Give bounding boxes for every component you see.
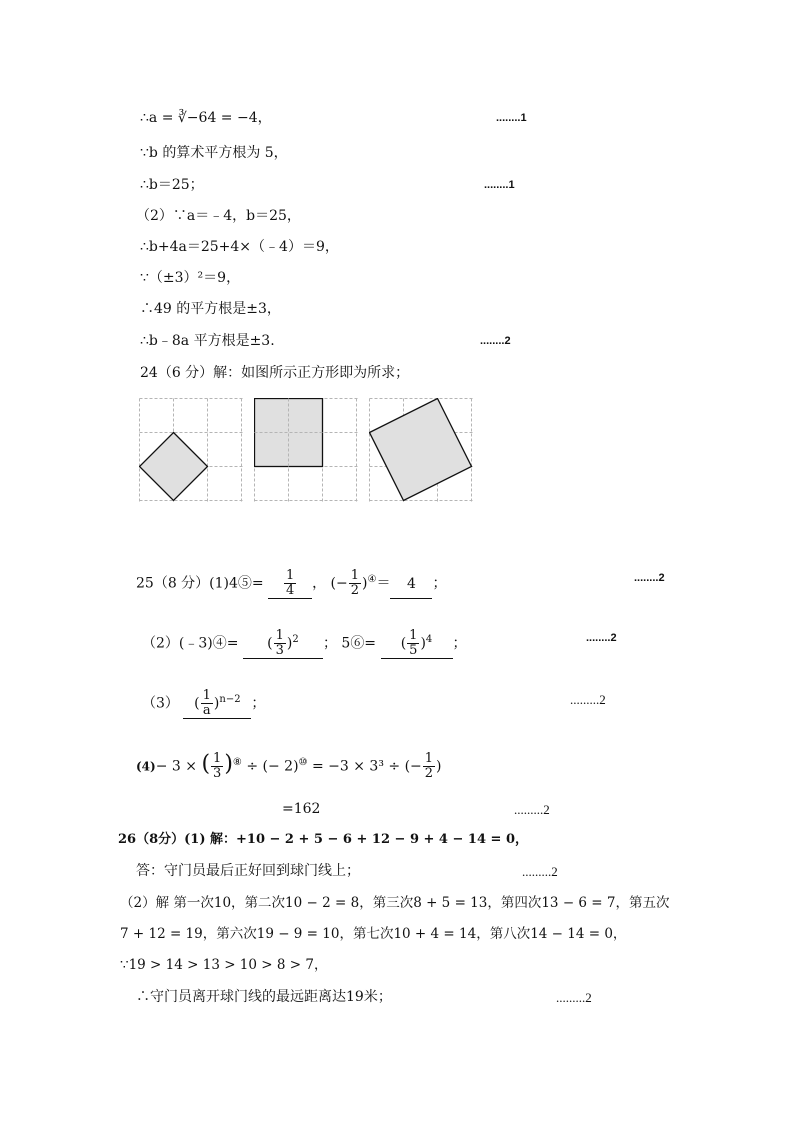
points-marker: ........1 xyxy=(496,112,527,124)
square-shape xyxy=(370,399,472,501)
question-24-heading: 24（6 分）解：如图所示正方形即为所求； xyxy=(140,365,410,381)
circled-6-symbol: ⑥= xyxy=(350,635,377,652)
q25-2-prefix: （2）(﹣3) xyxy=(142,635,213,652)
fraction-denominator: 3 xyxy=(213,766,222,782)
fraction-denominator: 5 xyxy=(409,643,418,659)
question-25-part2: （2）(﹣3)④= ( $\frac{1}{3}$ )$^2$ ； 5⑥= ( $\frac{1}{5}$ )$^4$ ； xyxy=(142,626,467,659)
circled-5-symbol: ⑤= xyxy=(237,575,264,592)
fraction-numerator: 1 xyxy=(424,751,434,767)
fraction-numerator: 1 xyxy=(275,628,284,644)
line-square: ∵（±3）²＝9， xyxy=(140,270,241,286)
q25-3-prefix: （3） xyxy=(142,695,179,712)
fraction-numerator: 1 xyxy=(202,688,211,704)
fraction-denominator: 2 xyxy=(424,766,434,782)
fraction-denominator: 4 xyxy=(285,583,295,599)
question-25-part1: 25（8 分）(1)4⑤= $\frac{1}{4}$ ， (− $\frac{1}{2}$ )④＝ 4 ； xyxy=(136,568,447,599)
q26-part2-line1: （2）解 第一次10，第二次10 − 2 = 8，第三次8 + 5 = 13，第四次13 − 6 = 7，第五次 xyxy=(120,895,670,911)
answer-blank-3: ( $\frac{1}{3}$ )$^2$ xyxy=(243,626,323,659)
points-marker: ........1 xyxy=(484,179,515,191)
fraction-denominator: 2 xyxy=(350,583,360,599)
question-26-part1: 26（8分）(1) 解：+10 − 2 + 5 − 6 + 12 − 9 + 4 − 14 = 0， xyxy=(118,832,529,847)
expr-eq: = −3 × 3³ ÷ (− xyxy=(311,758,422,775)
points-marker: .........2 xyxy=(556,990,592,1005)
points-marker: ........2 xyxy=(586,632,617,644)
q25-prefix: 25（8 分）(1)4 xyxy=(136,575,238,592)
line-sqrt-49: ∴49 的平方根是±3， xyxy=(140,301,281,317)
points-marker: .........2 xyxy=(570,692,606,707)
question-25-part4: (4)− 3 × ( $\frac{1}{3}$ )⑧ ÷ (− 2)⑩ = −3 × 3³ ÷ (− $\frac{1}{2}$ ) xyxy=(136,751,442,782)
points-marker: .........2 xyxy=(514,802,550,817)
answer-blank-1 xyxy=(268,569,312,599)
answer-blank-4: ( $\frac{1}{5}$ )$^4$ xyxy=(381,626,453,659)
fraction-numerator: 1 xyxy=(285,568,295,584)
fraction-numerator: 1 xyxy=(213,751,222,767)
exponent: 4 xyxy=(425,634,433,645)
question-25-part3: （3） ( $\frac{1}{a}$ )$^{n-2}$ ； xyxy=(142,686,265,719)
fraction-numerator: 1 xyxy=(409,628,418,644)
line-a-value: ∴a = ∛−64 = −4， xyxy=(140,110,272,126)
q26-part2-line2: 7 + 12 = 19，第六次19 − 9 = 10，第七次10 + 4 = 14，第八次14 − 14 = 0， xyxy=(120,926,627,942)
line-part2-given: （2）∵a＝﹣4，b＝25， xyxy=(136,208,301,224)
q25-4-result: =162 xyxy=(282,801,321,817)
grid-figure-1 xyxy=(139,398,243,502)
line-b-value: ∴b＝25； xyxy=(140,177,204,193)
circled-4-symbol: ④= xyxy=(212,635,239,652)
exponent: n−2 xyxy=(219,694,241,705)
answer-blank-5: ( $\frac{1}{a}$ )$^{n-2}$ xyxy=(183,686,251,719)
expr-left: − 3 × xyxy=(155,758,197,775)
fraction-numerator: 1 xyxy=(350,568,360,584)
line-b-root: ∵b 的算术平方根为 5， xyxy=(140,145,288,161)
square-shape xyxy=(140,433,208,501)
line-conclusion: ∴b﹣8a 平方根是±3. xyxy=(140,333,275,349)
points-marker: ........2 xyxy=(634,572,665,584)
q26-part2-conclusion: ∴守门员离开球门线的最远距离达19米； xyxy=(136,989,392,1005)
line-compute: ∴b+4a＝25+4×（﹣4）＝9， xyxy=(140,239,339,255)
exponent: 2 xyxy=(292,634,299,645)
points-marker: .........2 xyxy=(522,864,558,879)
q26-part2-line3: ∵19 > 14 > 13 > 10 > 8 > 7， xyxy=(120,957,328,973)
grid-figure-3 xyxy=(369,398,473,502)
circled-10-symbol: ⑩ xyxy=(298,757,308,768)
fraction-denominator: a xyxy=(202,703,211,719)
base-number: 5 xyxy=(341,635,351,652)
fraction-denominator: 3 xyxy=(275,643,284,659)
expr-close: ) xyxy=(436,758,442,775)
grid-figure-2 xyxy=(254,398,358,502)
circled-8-symbol: ⑧ xyxy=(232,757,242,768)
points-marker: ........2 xyxy=(480,335,511,347)
answer-blank-2: 4 xyxy=(390,570,432,599)
expr-mid: ÷ (− 2) xyxy=(246,758,299,775)
q26-answer: 答：守门员最后正好回到球门线上； xyxy=(136,863,360,879)
q25-4-prefix: (4) xyxy=(136,759,156,774)
circled-4-symbol: ④ xyxy=(367,574,377,585)
